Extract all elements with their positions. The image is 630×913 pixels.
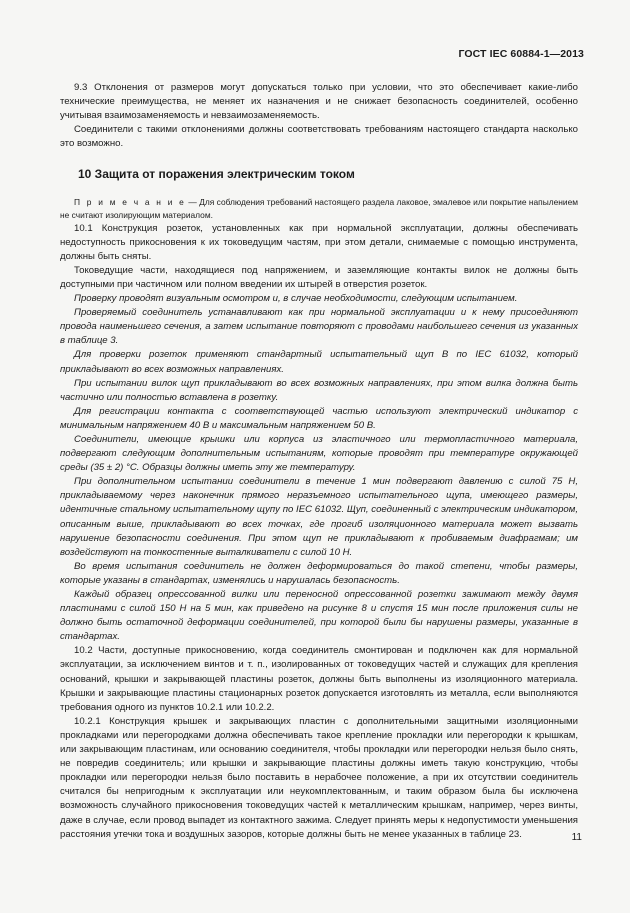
body-paragraph: 10.2.1 Конструкция крышек и закрывающих пластин с дополнительными защитными изоляционными прокладками или перегородками должна обеспечивать такое крепление прокладки или перегородки к крышкам, или закрывающим пластинам, или основанию соединителя, чтобы прокладки или перегородки нельзя было снять, не повредив соединитель; или крышки и закрывающие пластины должны иметь такую конструкцию, чтобы прокладки или перегородки нельзя было поставить в нерабочее положение, а при их отсутствии соединитель считался бы непригодным к эксплуатации или неукомплектованным, и таким образом была бы исключена возможность случайного прикосновения токоведущих частей к металлическим крышкам, например, через винты, даже в случае, если провод выпадет из контактного зажима. Следует принять меры к недопустимости уменьшения расстояния утечки тока и воздушных зазоров, которые должны быть не менее указанных в таблице 23. xyxy=(60,715,578,840)
body-paragraph: Проверку проводят визуальным осмотром и, в случае необходимости, следующим испытанием. xyxy=(74,293,518,305)
body-paragraph: Для регистрации контакта с соответствующей частью используют электрический индикатор с минимальным напряжением 40 В и максимальным напряжением 50 В. xyxy=(60,405,578,431)
body-paragraph: Каждый образец опрессованной вилки или переносной опрессованной розетки зажимают между двумя пластинами с силой 150 Н на 5 мин, как приведено на рисунке 8 и спустя 15 мин после приложения силы не должно быть остаточной деформации соединителей, при которой были бы нарушены размеры, указанные в стандартах. xyxy=(60,589,578,643)
paragraph-9-3: 9.3 Отклонения от размеров могут допускаться только при условии, что это обеспечивает какие-либо технические преимущества, не меняет их назначения и не снижает безопасность соединителей, особенно учитывая взаимозаменяемость и невзаимозаменяемость. xyxy=(60,82,578,122)
document-header: ГОСТ IEC 60884-1—2013 xyxy=(458,48,584,60)
body-paragraph: Соединители, имеющие крышки или корпуса из эластичного или термопластичного материала, подвергают следующим дополнительным испытаниям, которые проводят при температуре окружающей среды (35 ± 2) °С. Образцы должны иметь эту же температуру. xyxy=(60,433,578,474)
body-paragraph: 10.2 Части, доступные прикосновению, когда соединитель смонтирован и подключен как для нормальной эксплуатации, за исключением винтов и т. п., изолированных от токоведущих частей и служащих для крепления оснований, крышки и закрывающей пластины розеток, должны быть выполнены из изоляционного материала. Крышки и закрывающие пластины стационарных розеток допускается изготовлять из металла, если выполняются требования одного из пунктов 10.2.1 или 10.2.2. xyxy=(60,645,578,713)
body-paragraph: Для проверки розеток применяют стандартный испытательный щуп B по IEC 61032, который прикладывают во всех возможных направлениях. xyxy=(60,349,578,375)
section-note xyxy=(60,196,578,222)
paragraph-list xyxy=(60,222,578,842)
page-number: 11 xyxy=(571,832,582,843)
note-text: — Для соблюдения требований настоящего раздела лаковое, эмалевое или покрытие напылением не считают изолирующим материалом. xyxy=(60,196,578,220)
document-body xyxy=(60,81,578,842)
section-title: 10 Защита от поражения электрическим током xyxy=(78,167,355,182)
body-paragraph: 10.1 Конструкция розеток, установленных как при нормальной эксплуатации, должны обеспечивать недоступность прикосновения к их токоведущим частям, при этом детали, снимаемые с помощью инструмента, должны быть сняты. xyxy=(60,222,578,262)
body-paragraph: Проверяемый соединитель устанавливают как при нормальной эксплуатации и к нему присоединяют провода наименьшего сечения, а затем испытание повторяют с проводами наибольшего сечения из указанных в таблице 3. xyxy=(60,307,578,347)
body-paragraph: Токоведущие части, находящиеся под напряжением, и заземляющие контакты вилок не должны быть доступными при частичном или полном введении их штырей в отверстия розеток. xyxy=(60,264,578,290)
paragraph-9-3-cont: Соединители с такими отклонениями должны соответствовать требованиям настоящего стандарта насколько это возможно. xyxy=(60,124,578,150)
note-label: П р и м е ч а н и е xyxy=(74,196,187,207)
body-paragraph: Во время испытания соединитель не должен деформироваться до такой степени, чтобы размеры, которые указаны в стандартах, изменялись и нарушалась безопасность. xyxy=(60,560,578,586)
body-paragraph: При дополнительном испытании соединители в течение 1 мин подвергают давлению с силой 75 Н, прикладываемому через наконечник прямого неразъемного испытательного щупа, имеющего размеры, идентичные стальному испытательному щупу по IEC 61032. Щуп, соединенный с электрическим индикатором, описанным выше, прикладывают во всех точках, где прогиб изоляционного материала может вызвать нарушение безопасности соединения. При этом щуп не прикладывают к пробиваемым диафрагмам; им воздействуют на тонкостенные выталкиватели с силой 10 Н. xyxy=(60,476,578,558)
body-paragraph: При испытании вилок щуп прикладывают во всех возможных направлениях, при этом вилка должна быть частично или полностью вставлена в розетку. xyxy=(60,377,578,403)
